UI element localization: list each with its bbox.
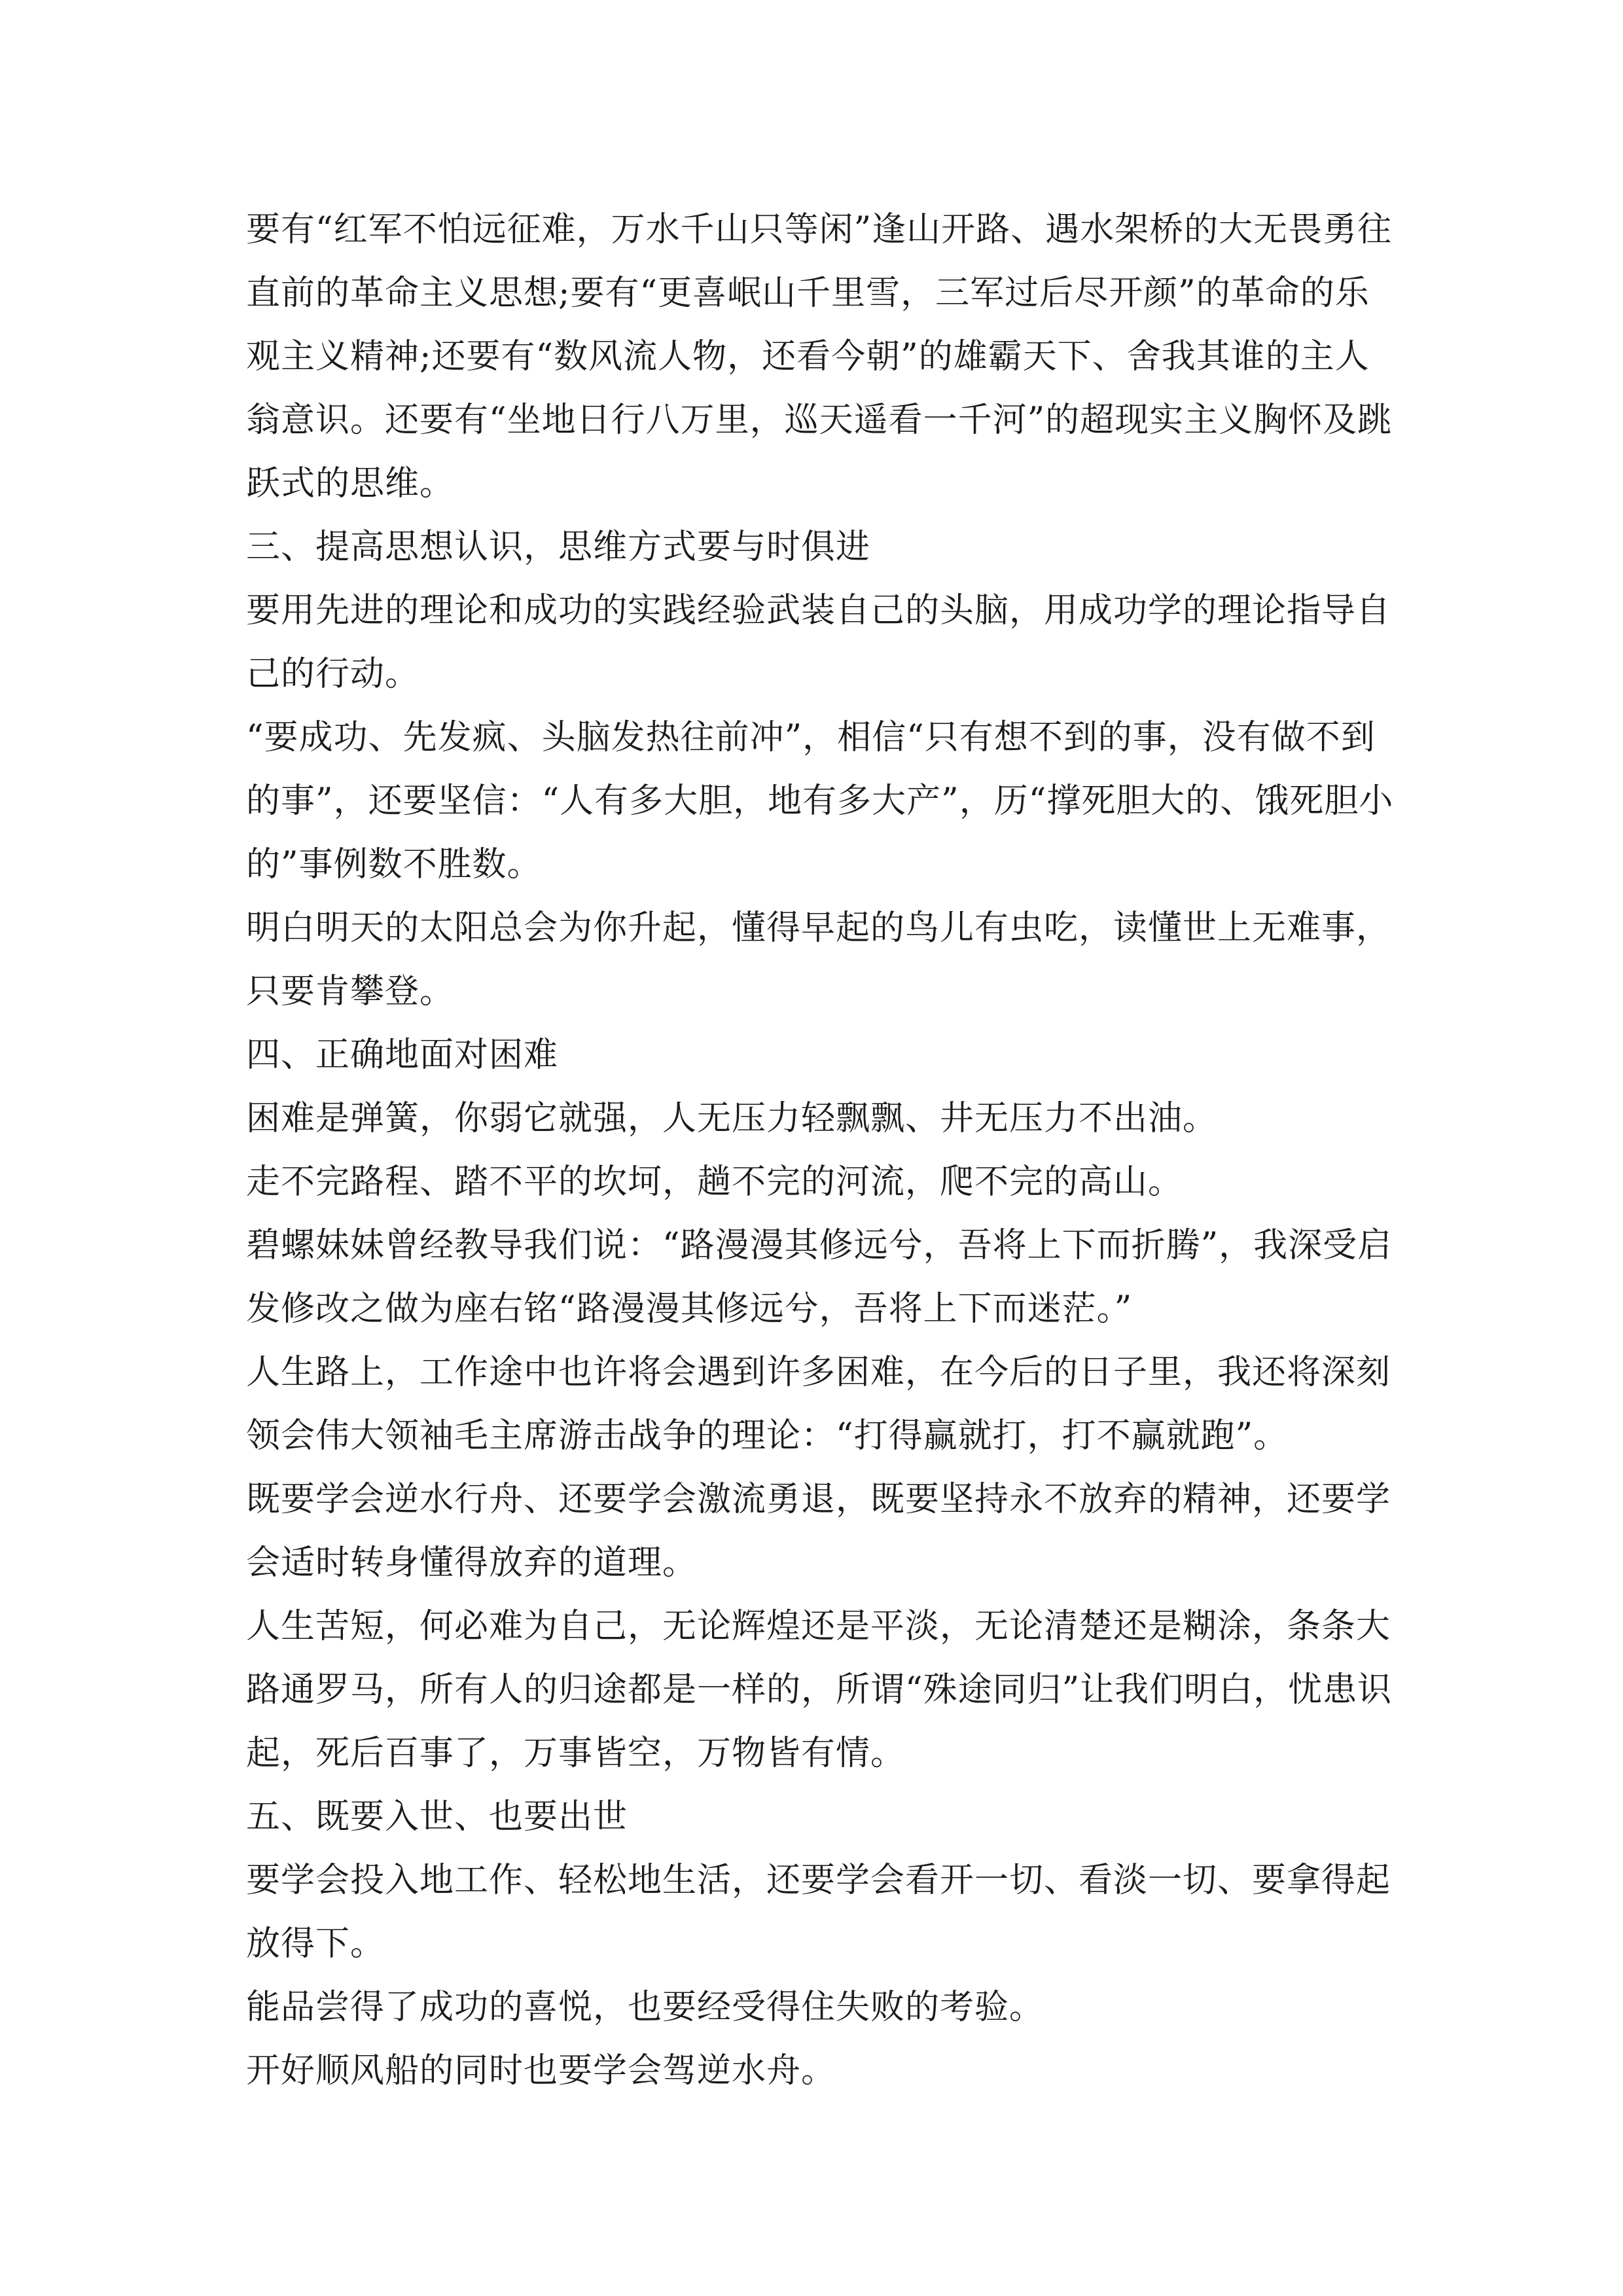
paragraph-tomorrow-sun: 明白明天的太阳总会为你升起，懂得早起的鸟儿有虫吃，读懂世上无难事，只要肯攀登。: [246, 908, 1391, 1011]
section-heading-four: 四、正确地面对困难: [246, 1035, 559, 1075]
paragraph-success-slogans: “要成功、先发疯、头脑发热往前冲”，相信“只有想不到的事，没有做不到的事”，还要坚信：“人有多大胆，地有多大产”，历“撑死胆大的、饿死胆小的”事例数不胜数。: [246, 718, 1394, 884]
document-body: [246, 198, 1398, 2103]
section-heading-five: 五、既要入世、也要出世: [246, 1797, 628, 1837]
paragraph-success-and-failure: 能品尝得了成功的喜悦，也要经受得住失败的考验。: [246, 1988, 1044, 2027]
paragraph-revolutionary-spirit: 要有“红军不怕远征难，万水千山只等闲”逢山开路、遇水架桥的大无畏勇往直前的革命主义思想;要有“更喜岷山千里雪，三军过后尽开颜”的革命的乐观主义精神;还要有“数风流人物，还看今朝”的雄霸天下、舍我其谁的主人翁意识。还要有“坐地日行八万里，巡天遥看一千河”的超现实主义胸怀及跳跃式的思维。: [246, 210, 1393, 503]
paragraph-guerrilla-theory: 人生路上，工作途中也许将会遇到许多困难，在今后的日子里，我还将深刻领会伟大领袖毛主席游击战争的理论：“打得赢就打，打不赢就跑”。: [246, 1353, 1391, 1456]
paragraph-motto: 碧螺妹妹曾经教导我们说：“路漫漫其修远兮，吾将上下而折腾”，我深受启发修改之做为座右铭“路漫漫其修远兮，吾将上下而迷茫。”: [246, 1226, 1393, 1329]
paragraph-life-is-short: 人生苦短，何必难为自己，无论辉煌还是平淡，无论清楚还是糊涂，条条大路通罗马，所有人的归途都是一样的，所谓“殊途同归”让我们明白，忧患识起，死后百事了，万事皆空，万物皆有情。: [246, 1607, 1393, 1773]
paragraph-endless-road: 走不完路程、踏不平的坎坷，趟不完的河流，爬不完的高山。: [246, 1162, 1183, 1202]
section-heading-three: 三、提高思想认识，思维方式要与时俱进: [246, 528, 871, 567]
paragraph-persist-and-let-go: 既要学会逆水行舟、还要学会激流勇退，既要坚持永不放弃的精神，还要学会适时转身懂得放弃的道理。: [246, 1480, 1391, 1583]
paragraph-advanced-theory: 要用先进的理论和成功的实践经验武装自己的头脑，用成功学的理论指导自己的行动。: [246, 591, 1391, 694]
paragraph-difficulty-spring: 困难是弹簧，你弱它就强，人无压力轻飘飘、井无压力不出油。: [246, 1099, 1218, 1138]
paragraph-smooth-and-rough-sailing: 开好顺风船的同时也要学会驾逆水舟。: [246, 2051, 836, 2090]
paragraph-work-and-life: 要学会投入地工作、轻松地生活，还要学会看开一切、看淡一切、要拿得起放得下。: [246, 1861, 1391, 1964]
